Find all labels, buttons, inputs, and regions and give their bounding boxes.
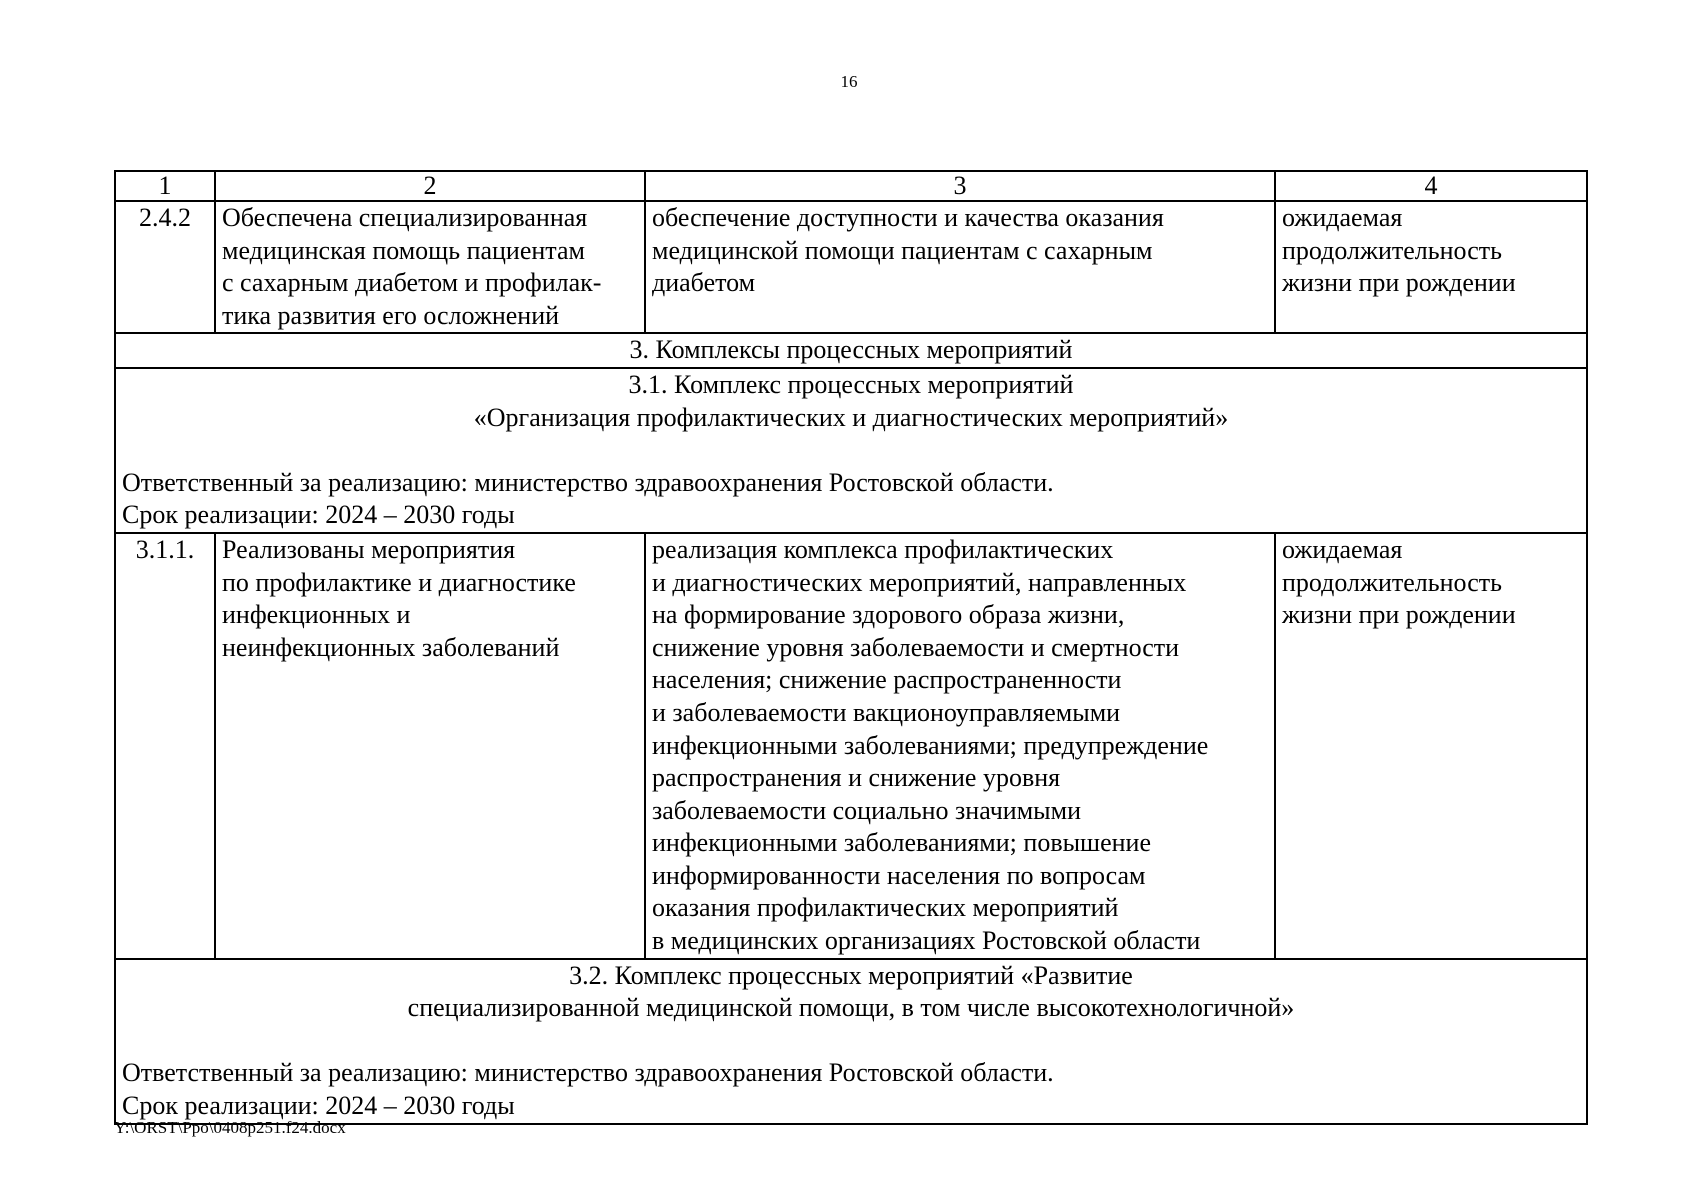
complex-header-cell (115, 368, 1587, 533)
complex-title: 3.1. Комплекс процессных мероприятий «Организация профилактических и диагностических мероприятий» (473, 369, 1229, 432)
column-number: 1 (115, 171, 215, 201)
section-title: 3. Комплексы процессных мероприятий (115, 333, 1587, 368)
column-number: 4 (1275, 171, 1587, 201)
complex-responsible: Ответственный за реализацию: министерство здравоохранения Ростовской области. (122, 467, 1054, 497)
complex-header-cell (115, 959, 1587, 1124)
complex-term: Срок реализации: 2024 – 2030 годы (122, 500, 515, 530)
spacer (122, 434, 1580, 467)
page-number: 16 (840, 72, 858, 91)
indicator-cell: ожидаемая продолжительность жизни при рождении (1275, 201, 1587, 333)
row-number: 2.4.2 (115, 201, 215, 333)
file-path-footer: Y:\ORST\Ppo\0408p251.f24.docx (114, 1118, 346, 1137)
complex-term: Срок реализации: 2024 – 2030 годы (122, 1091, 515, 1121)
complex-responsible: Ответственный за реализацию: министерство здравоохранения Ростовской области. (122, 1058, 1054, 1088)
row-number: 3.1.1. (115, 533, 215, 959)
effect-cell: реализация комплекса профилактических и диагностических мероприятий, направленных на формирование здорового образа жизни, снижение уровня заболеваемости и смертности населения; снижение распространенности и заболеваемости вакционоуправляемыми инфекционными заболеваниями; предупреждение распространения и снижение уровня заболеваемости социально значимыми инфекционными заболеваниями; повышение информированности населения по вопросам оказания профилактических мероприятий в медицинских организациях Ростовской области (645, 533, 1275, 959)
column-number: 3 (645, 171, 1275, 201)
measures-table (114, 170, 1588, 1125)
table-row (115, 533, 1587, 959)
column-numbers-row (115, 171, 1587, 201)
column-number: 2 (215, 171, 645, 201)
table-row (115, 201, 1587, 333)
spacer (122, 1025, 1580, 1058)
complex-title: 3.2. Комплекс процессных мероприятий «Развитие специализированной медицинской помощи, в том числе высокотехнологичной» (407, 960, 1295, 1023)
task-cell: Обеспечена специализированная медицинская помощь пациентам с сахарным диабетом и профилак- тика развития его осложнений (215, 201, 645, 333)
section-row (115, 333, 1587, 368)
task-cell: Реализованы мероприятия по профилактике и диагностике инфекционных и неинфекционных заболеваний (215, 533, 645, 959)
indicator-cell: ожидаемая продолжительность жизни при рождении (1275, 533, 1587, 959)
effect-cell: обеспечение доступности и качества оказания медицинской помощи пациентам с сахарным диабетом (645, 201, 1275, 333)
complex-header-row (115, 959, 1587, 1124)
complex-header-row (115, 368, 1587, 533)
